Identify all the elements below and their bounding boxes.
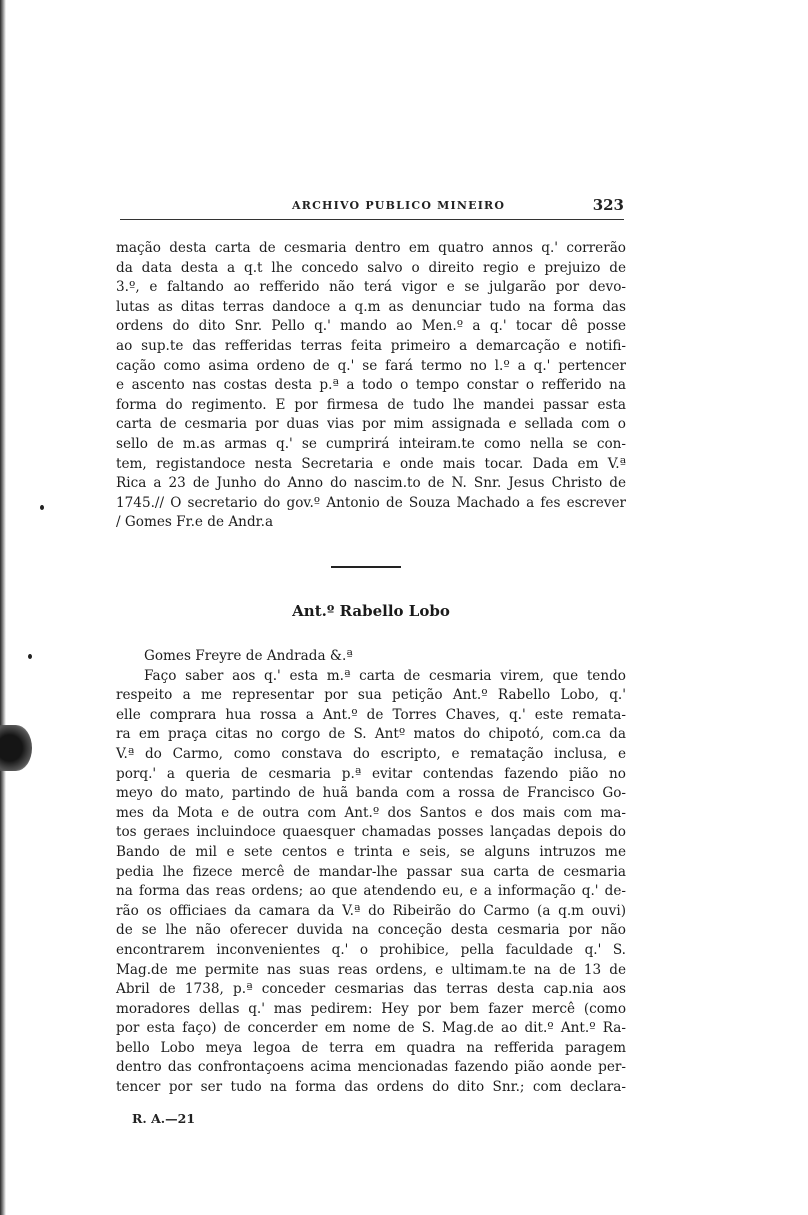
text-line: rão os officiaes da camara da V.ª do Ribeirão do Carmo (a q.m ouvi) [116,902,626,919]
text-line: bello Lobo meya legoa de terra em quadra na refferida paragem [116,1039,626,1056]
text-line: mes da Mota e de outra com Ant.º dos Santos e dos mais com ma- [116,804,626,821]
text-line: Bando de mil e sete centos e trinta e seis, se alguns intruzos me [116,843,626,860]
text-line: / Gomes Fr.e de Andr.a [116,514,274,531]
text-line: pedia lhe fizece mercê de mandar-lhe passar sua carta de cesmaria [116,863,626,880]
text-line: mação desta carta de cesmaria dentro em quatro annos q.' correrão [116,240,626,256]
speck-mark [40,505,44,510]
section-divider [331,566,401,568]
margin-bullet [28,654,32,659]
signature-mark: R. A.—21 [132,1111,196,1126]
text-line: ordens do dito Snr. Pello q.' mando ao Men.º a q.' tocar dê posse [116,318,626,335]
text-line: 1745.// O secretario do gov.º Antonio de Souza Machado a fes escrever [116,494,626,511]
text-line: e ascento nas costas desta p.ª a todo o tempo constar o refferido na [116,377,626,394]
header-title: ARCHIVO PUBLICO MINEIRO [292,199,506,212]
text-line: V.ª do Carmo, como constava do escripto, e rematação inclusa, e [116,745,626,762]
text-line: tencer por ser tudo na forma das ordens do dito Snr.; com declara- [116,1079,626,1096]
text-line: encontrarem inconvenientes q.' o prohibice, pella faculdade q.' S. [116,941,626,958]
text-line: moradores dellas q.' mas pedirem: Hey por bem fazer mercê (como [116,1000,626,1017]
ink-blot [0,725,32,771]
section-paragraph [116,647,626,1098]
continuation-paragraph [116,239,626,533]
text-line: dentro das confrontaçoens acima mencionadas fazendo pião aonde per- [116,1059,626,1076]
text-line: forma do regimento. E por firmesa de tudo lhe mandei passar esta [116,396,626,413]
text-line: carta de cesmaria por duas vias por mim assignada e sellada com o [116,416,626,433]
text-line: tem, registandoce nesta Secretaria e onde mais tocar. Dada em V.ª [116,455,626,472]
running-header [120,197,624,220]
text-line: Gomes Freyre de Andrada &.ª [144,648,353,664]
text-line: porq.' a queria de cesmaria p.ª evitar contendas fazendo pião no [116,765,626,782]
page-binding-edge [0,0,6,1215]
text-line: sello de m.as armas q.' se cumprirá inteiram.te como nella se con- [116,435,626,452]
text-line: meyo do mato, partindo de huã banda com a rossa de Francisco Go- [116,785,626,802]
text-line: por esta faço) de concerder em nome de S. Mag.de ao dit.º Ant.º Ra- [116,1020,626,1037]
text-line: respeito a me representar por sua petição Ant.º Rabello Lobo, q.' [116,687,626,704]
page-number: 323 [592,196,624,214]
text-line: Abril de 1738, p.ª conceder cesmarias das terras desta cap.nia aos [116,981,626,998]
text-line: lutas as ditas terras dandoce a q.m as denunciar tudo na forma das [116,298,626,315]
text-line: de se lhe não oferecer duvida na conceção desta cesmaria por não [116,922,626,939]
text-line: cação como asima ordeno de q.' se fará termo no l.º a q.' pertencer [116,357,626,374]
text-line: 3.º, e faltando ao refferido não terá vigor e se julgarão por devo- [116,279,626,296]
text-line: elle comprara hua rossa a Ant.º de Torres Chaves, q.' este remata- [116,706,626,723]
text-line: ao sup.te das refferidas terras feita primeiro a demarcação e notifi- [116,337,626,354]
text-line: ra em praça citas no corgo de S. Antº matos do chipotó, com.ca da [116,726,626,743]
text-line: Faço saber aos q.' esta m.ª carta de cesmaria virem, que tendo [144,667,626,684]
section-heading: Ant.º Rabello Lobo [292,602,450,620]
text-line: Rica a 23 de Junho do Anno do nascim.to de N. Snr. Jesus Christo de [116,475,626,492]
text-line: da data desta a q.t lhe concedo salvo o direito regio e prejuizo de [116,259,626,276]
text-line: Mag.de me permite nas suas reas ordens, e ultimam.te na de 13 de [116,961,626,978]
text-line: na forma das reas ordens; ao que atendendo eu, e a informação q.' de- [116,883,626,900]
text-line: tos geraes incluindoce quaesquer chamadas posses lançadas depois do [116,824,626,841]
